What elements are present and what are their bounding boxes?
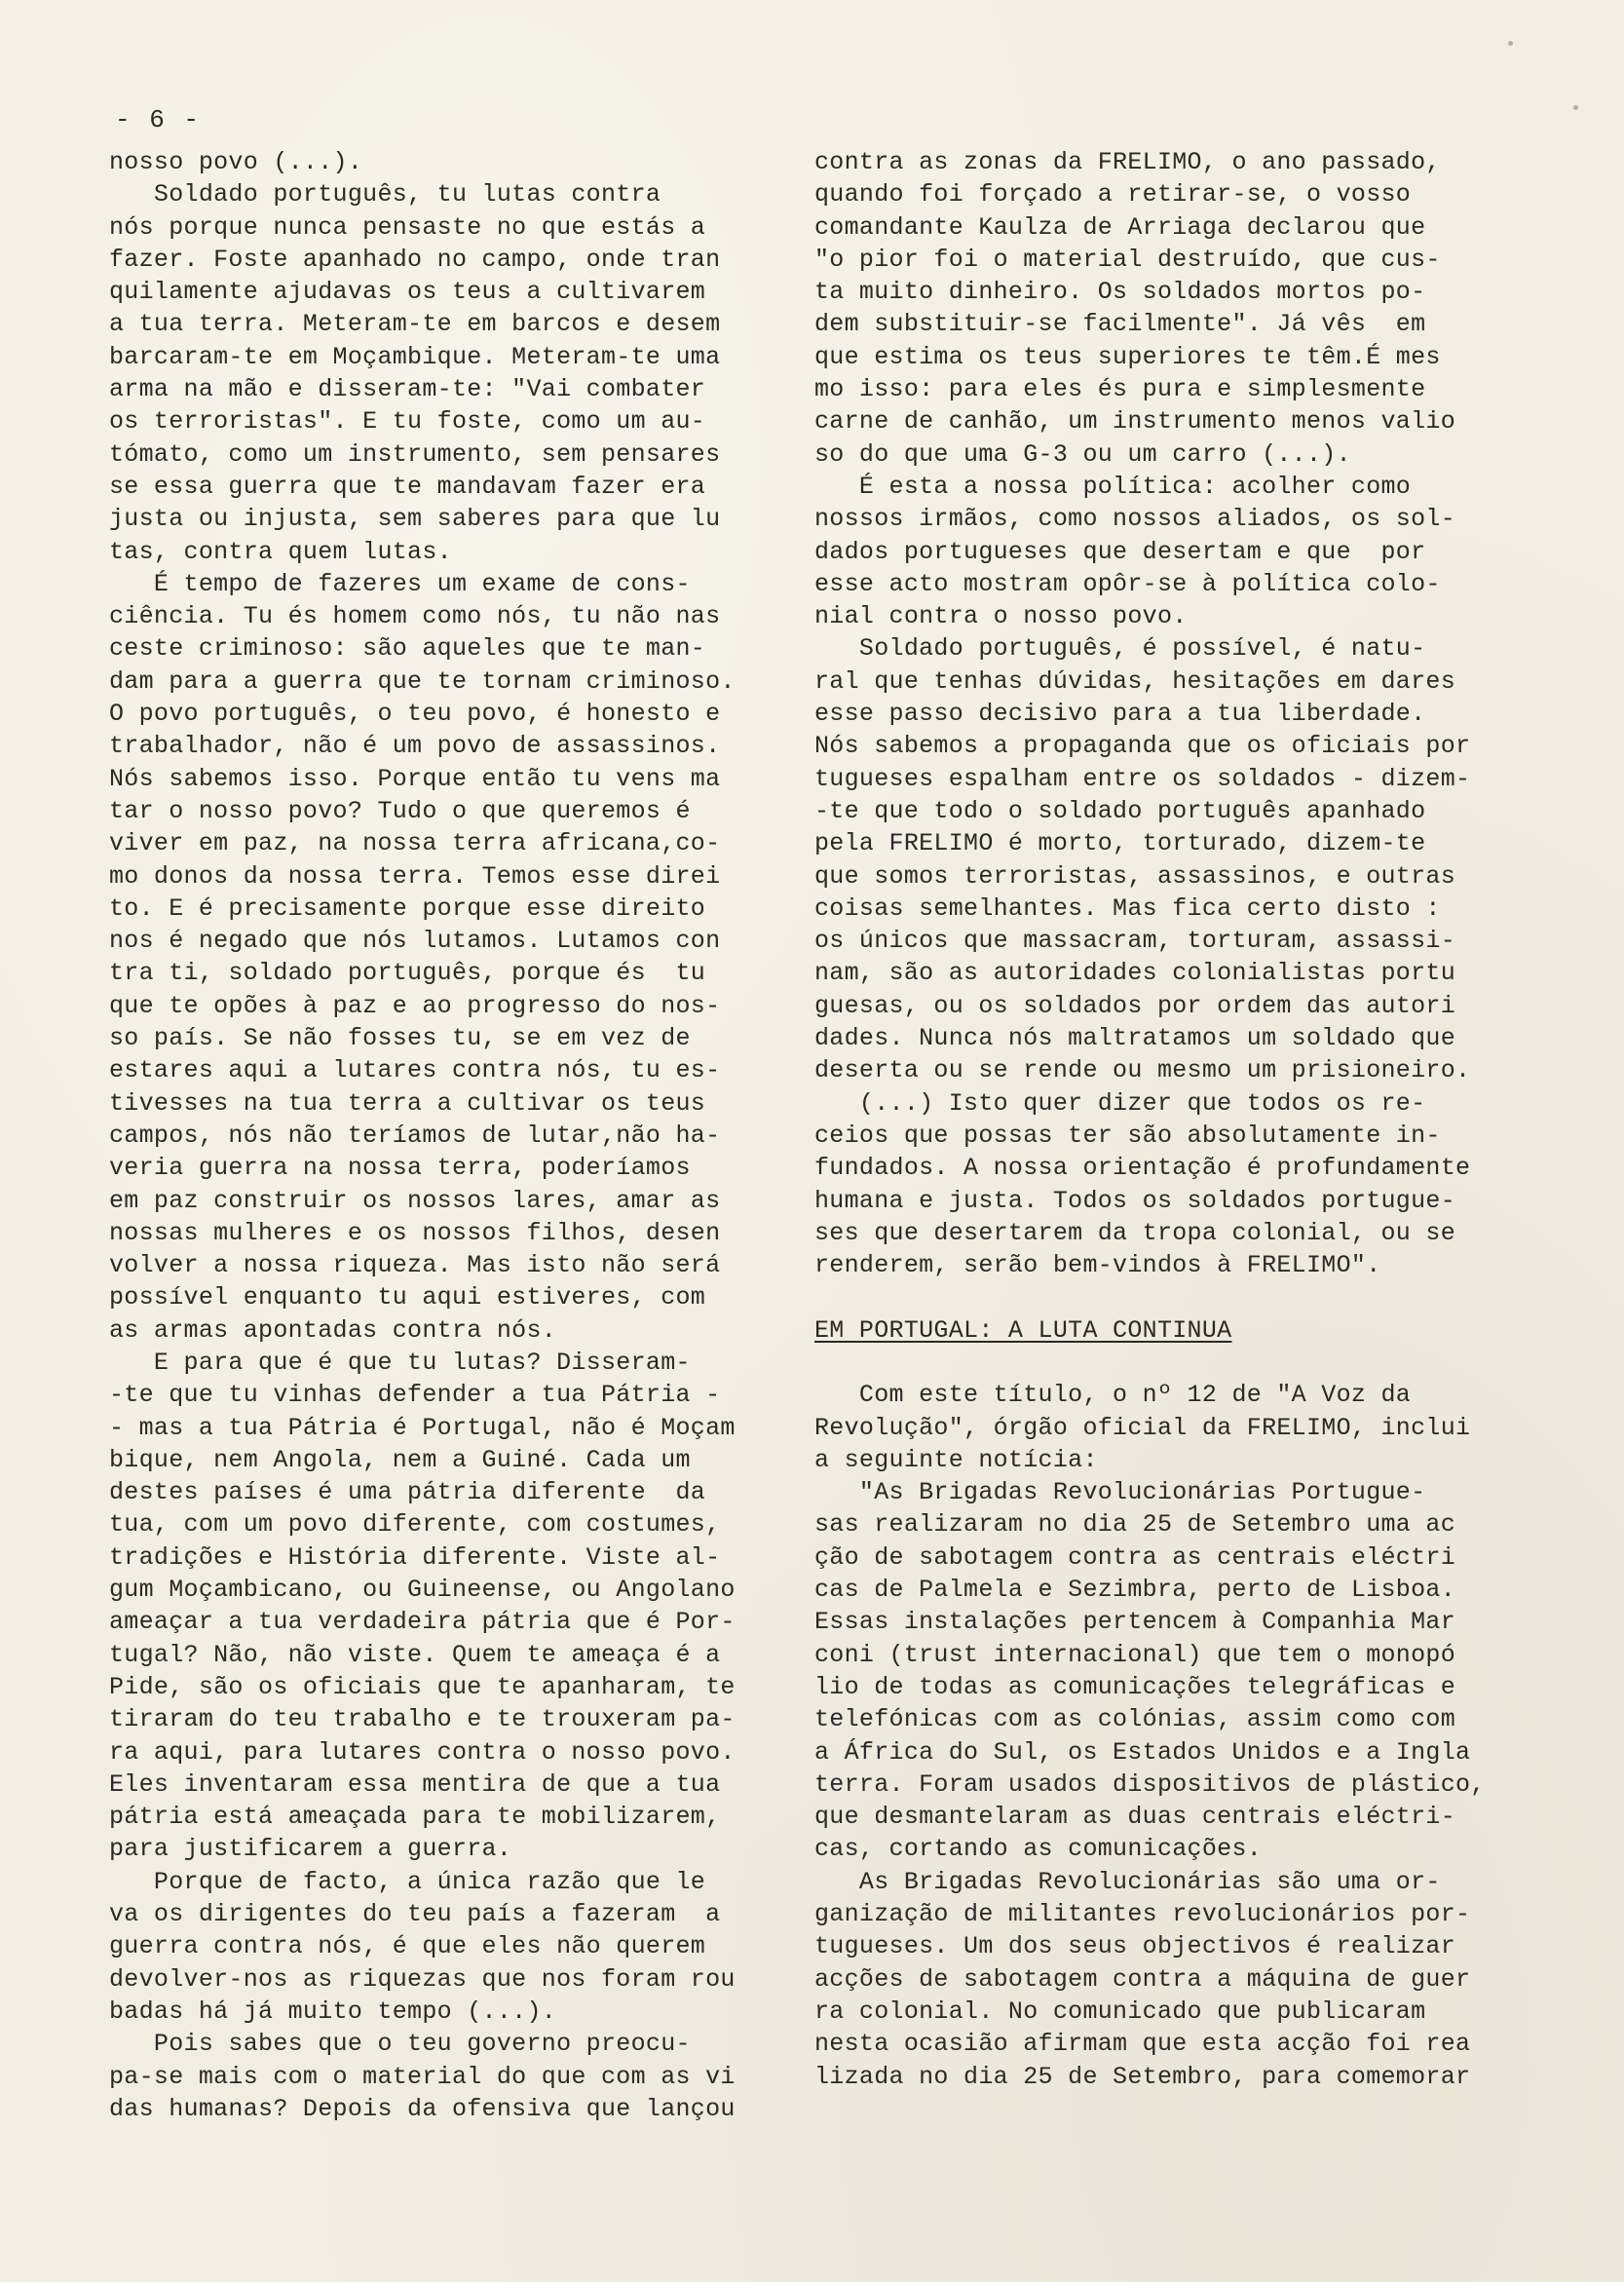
text-line: tiraram do teu trabalho e te trouxeram pa- <box>109 1705 736 1734</box>
text-line: barcaram-te em Moçambique. Meteram-te uma <box>109 342 721 371</box>
right-column-top-text <box>814 146 1526 1281</box>
text-line: Soldado português, tu lutas contra <box>109 180 661 209</box>
text-line: contra as zonas da FRELIMO, o ano passado, <box>814 148 1441 176</box>
text-line: nial contra o nosso povo. <box>814 602 1188 631</box>
text-line: comandante Kaulza de Arriaga declarou que <box>814 212 1426 242</box>
text-line: acções de sabotagem contra a máquina de guer <box>814 1964 1471 1994</box>
text-line: tivesses na tua terra a cultivar os teus <box>109 1088 706 1118</box>
text-line: gum Moçambicano, ou Guineense, ou Angolano <box>109 1576 736 1605</box>
text-line: tua, com um povo diferente, com costumes, <box>109 1510 721 1540</box>
text-line: Soldado português, é possível, é natu- <box>814 634 1426 664</box>
text-line: cas de Palmela e Sezimbra, perto de Lisboa. <box>814 1576 1456 1605</box>
text-line: tugueses. Um dos seus objectivos é realizar <box>814 1932 1456 1961</box>
text-line: volver a nossa riqueza. Mas isto não será <box>109 1251 721 1280</box>
text-line: tugueses espalham entre os soldados - dizem- <box>814 764 1471 793</box>
text-line: va os dirigentes do teu país a fazeram a <box>109 1900 721 1929</box>
text-line: ameaçar a tua verdadeira pátria que é Por- <box>109 1608 736 1637</box>
text-line: so país. Se não fosses tu, se em vez de <box>109 1024 691 1053</box>
text-line: deserta ou se rende ou mesmo um prisioneiro. <box>814 1056 1471 1085</box>
text-line: ses que desertarem da tropa colonial, ou se <box>814 1218 1456 1247</box>
text-line: arma na mão e disseram-te: "Vai combater <box>109 375 706 404</box>
text-line: pátria está ameaçada para te mobilizarem, <box>109 1803 721 1832</box>
text-line: dam para a guerra que te tornam criminoso. <box>109 666 736 696</box>
text-line: humana e justa. Todos os soldados portugue- <box>814 1186 1456 1215</box>
text-line: guerra contra nós, é que eles não querem <box>109 1932 706 1961</box>
text-line: ção de sabotagem contra as centrais eléctri <box>814 1542 1456 1572</box>
spacer <box>814 1347 1526 1379</box>
text-line: "o pior foi o material destruído, que cus- <box>814 245 1441 274</box>
text-line: a seguinte notícia: <box>814 1445 1098 1474</box>
text-line: esse passo decisivo para a tua liberdade. <box>814 700 1426 729</box>
text-line: tradições e História diferente. Viste al- <box>109 1542 721 1572</box>
text-line: mo isso: para eles és pura e simplesmente <box>814 375 1426 404</box>
text-line: que estima os teus superiores te têm.É mes <box>814 342 1441 371</box>
text-line: É esta a nossa política: acolher como <box>814 472 1412 501</box>
text-line: -te que todo o soldado português apanhado <box>814 796 1426 825</box>
text-line: carne de canhão, um instrumento menos valio <box>814 407 1456 437</box>
text-line: nesta ocasião afirmam que esta acção foi rea <box>814 2030 1471 2059</box>
text-line: tómato, como um instrumento, sem pensares <box>109 439 721 469</box>
left-column <box>109 146 811 2125</box>
text-line: Nós sabemos isso. Porque então tu vens ma <box>109 764 721 793</box>
page-number: - 6 - <box>115 105 202 134</box>
text-line: nós porque nunca pensaste no que estás a <box>109 212 706 242</box>
text-line: que desmantelaram as duas centrais eléctri- <box>814 1803 1456 1832</box>
text-line: ra aqui, para lutares contra o nosso povo. <box>109 1737 736 1767</box>
text-line: nossas mulheres e os nossos filhos, desen <box>109 1218 721 1247</box>
text-line: dados portugueses que desertam e que por <box>814 537 1426 566</box>
text-line: cas, cortando as comunicações. <box>814 1835 1263 1864</box>
text-line: coni (trust internacional) que tem o monopó <box>814 1640 1456 1669</box>
text-line: pela FRELIMO é morto, torturado, dizem-te <box>814 829 1426 858</box>
right-column <box>814 146 1526 2093</box>
section-heading <box>814 1314 1526 1347</box>
text-line: so do que uma G-3 ou um carro (...). <box>814 439 1351 469</box>
text-line: E para que é que tu lutas? Disseram- <box>109 1348 691 1377</box>
text-line: que somos terroristas, assassinos, e outras <box>814 861 1456 891</box>
text-line: bique, nem Angola, nem a Guiné. Cada um <box>109 1445 691 1474</box>
text-line: fundados. A nossa orientação é profundamente <box>814 1154 1471 1183</box>
text-line: ceios que possas ter são absolutamente in- <box>814 1121 1441 1150</box>
text-line: "As Brigadas Revolucionárias Portugue- <box>814 1478 1426 1507</box>
text-line: a tua terra. Meteram-te em barcos e desem <box>109 310 721 339</box>
text-line: nos é negado que nós lutamos. Lutamos con <box>109 927 721 956</box>
paper-speck <box>1573 105 1578 110</box>
text-line: Eles inventaram essa mentira de que a tua <box>109 1769 721 1799</box>
text-line: nosso povo (...). <box>109 148 363 176</box>
text-line: os terroristas". E tu foste, como um au- <box>109 407 706 437</box>
text-line: É tempo de fazeres um exame de cons- <box>109 569 691 598</box>
text-line: badas há já muito tempo (...). <box>109 1997 557 2026</box>
text-line: ra colonial. No comunicado que publicaram <box>814 1997 1426 2026</box>
text-line: coisas semelhantes. Mas fica certo disto : <box>814 894 1441 923</box>
text-line: Porque de facto, a única razão que le <box>109 1867 706 1896</box>
text-line: quilamente ajudavas os teus a cultivarem <box>109 278 706 307</box>
text-line: a África do Sul, os Estados Unidos e a Ingla <box>814 1737 1471 1767</box>
text-line: Pide, são os oficiais que te apanharam, te <box>109 1672 736 1701</box>
text-line: As Brigadas Revolucionárias são uma or- <box>814 1867 1441 1896</box>
text-line: campos, nós não teríamos de lutar,não ha- <box>109 1121 721 1150</box>
text-line: dades. Nunca nós maltratamos um soldado que <box>814 1024 1456 1053</box>
text-line: nossos irmãos, como nossos aliados, os sol- <box>814 505 1456 534</box>
text-line: tar o nosso povo? Tudo o que queremos é <box>109 796 691 825</box>
text-line: Com este título, o nº 12 de "A Voz da <box>814 1381 1412 1410</box>
text-line: telefónicas com as colónias, assim como com <box>814 1705 1456 1734</box>
spacer <box>814 1281 1526 1313</box>
text-line: pa-se mais com o material do que com as vi <box>109 2062 736 2091</box>
text-line: para justificarem a guerra. <box>109 1835 512 1864</box>
text-line: estares aqui a lutares contra nós, tu es- <box>109 1056 721 1085</box>
text-line: ciência. Tu és homem como nós, tu não nas <box>109 602 721 631</box>
text-line: -te que tu vinhas defender a tua Pátria - <box>109 1381 721 1410</box>
text-line: dem substituir-se facilmente". Já vês em <box>814 310 1426 339</box>
text-line: trabalhador, não é um povo de assassinos. <box>109 732 721 761</box>
text-line: tas, contra quem lutas. <box>109 537 452 566</box>
text-line: quando foi forçado a retirar-se, o vosso <box>814 180 1412 209</box>
text-line: fazer. Foste apanhado no campo, onde tran <box>109 245 721 274</box>
text-line: sas realizaram no dia 25 de Setembro uma ac <box>814 1510 1456 1540</box>
text-line: nam, são as autoridades colonialistas portu <box>814 959 1456 988</box>
section-heading-text: EM PORTUGAL: A LUTA CONTINUA <box>814 1315 1232 1345</box>
text-line: ganização de militantes revolucionários por- <box>814 1900 1471 1929</box>
text-line: destes países é uma pátria diferente da <box>109 1478 706 1507</box>
text-line: tra ti, soldado português, porque és tu <box>109 959 706 988</box>
text-line: tugal? Não, não viste. Quem te ameaça é a <box>109 1640 721 1669</box>
text-line: O povo português, o teu povo, é honesto e <box>109 700 721 729</box>
text-line: (...) Isto quer dizer que todos os re- <box>814 1088 1426 1118</box>
text-line: mo donos da nossa terra. Temos esse direi <box>109 861 721 891</box>
text-line: viver em paz, na nossa terra africana,co- <box>109 829 721 858</box>
text-line: lio de todas as comunicações telegráficas e <box>814 1672 1456 1701</box>
text-line: - mas a tua Pátria é Portugal, não é Moçam <box>109 1413 736 1442</box>
text-line: to. E é precisamente porque esse direito <box>109 894 706 923</box>
text-line: se essa guerra que te mandavam fazer era <box>109 472 706 501</box>
text-line: as armas apontadas contra nós. <box>109 1315 557 1345</box>
text-line: veria guerra na nossa terra, poderíamos <box>109 1154 691 1183</box>
text-line: os únicos que massacram, torturam, assassi- <box>814 927 1456 956</box>
text-line: justa ou injusta, sem saberes para que lu <box>109 505 721 534</box>
text-line: renderem, serão bem-vindos à FRELIMO". <box>814 1251 1381 1280</box>
text-line: que te opões à paz e ao progresso do nos- <box>109 991 721 1020</box>
text-line: guesas, ou os soldados por ordem das autori <box>814 991 1456 1020</box>
text-line: ral que tenhas dúvidas, hesitações em dares <box>814 666 1456 696</box>
text-line: ta muito dinheiro. Os soldados mortos po- <box>814 278 1426 307</box>
text-line: Nós sabemos a propaganda que os oficiais por <box>814 732 1471 761</box>
paper-speck <box>1508 41 1513 46</box>
text-line: devolver-nos as riquezas que nos foram rou <box>109 1964 736 1994</box>
text-line: ceste criminoso: são aqueles que te man- <box>109 634 706 664</box>
text-line: Revolução", órgão oficial da FRELIMO, inclui <box>814 1413 1471 1442</box>
text-line: esse acto mostram opôr-se à política colo- <box>814 569 1441 598</box>
text-line: das humanas? Depois da ofensiva que lançou <box>109 2094 736 2123</box>
text-line: terra. Foram usados dispositivos de plástico, <box>814 1769 1486 1799</box>
text-line: em paz construir os nossos lares, amar as <box>109 1186 721 1215</box>
text-line: possível enquanto tu aqui estiveres, com <box>109 1283 706 1312</box>
text-line: Pois sabes que o teu governo preocu- <box>109 2030 691 2059</box>
right-column-bottom-text <box>814 1379 1526 2093</box>
text-line: Essas instalações pertencem à Companhia Mar <box>814 1608 1456 1637</box>
text-line: lizada no dia 25 de Setembro, para comemorar <box>814 2062 1471 2091</box>
